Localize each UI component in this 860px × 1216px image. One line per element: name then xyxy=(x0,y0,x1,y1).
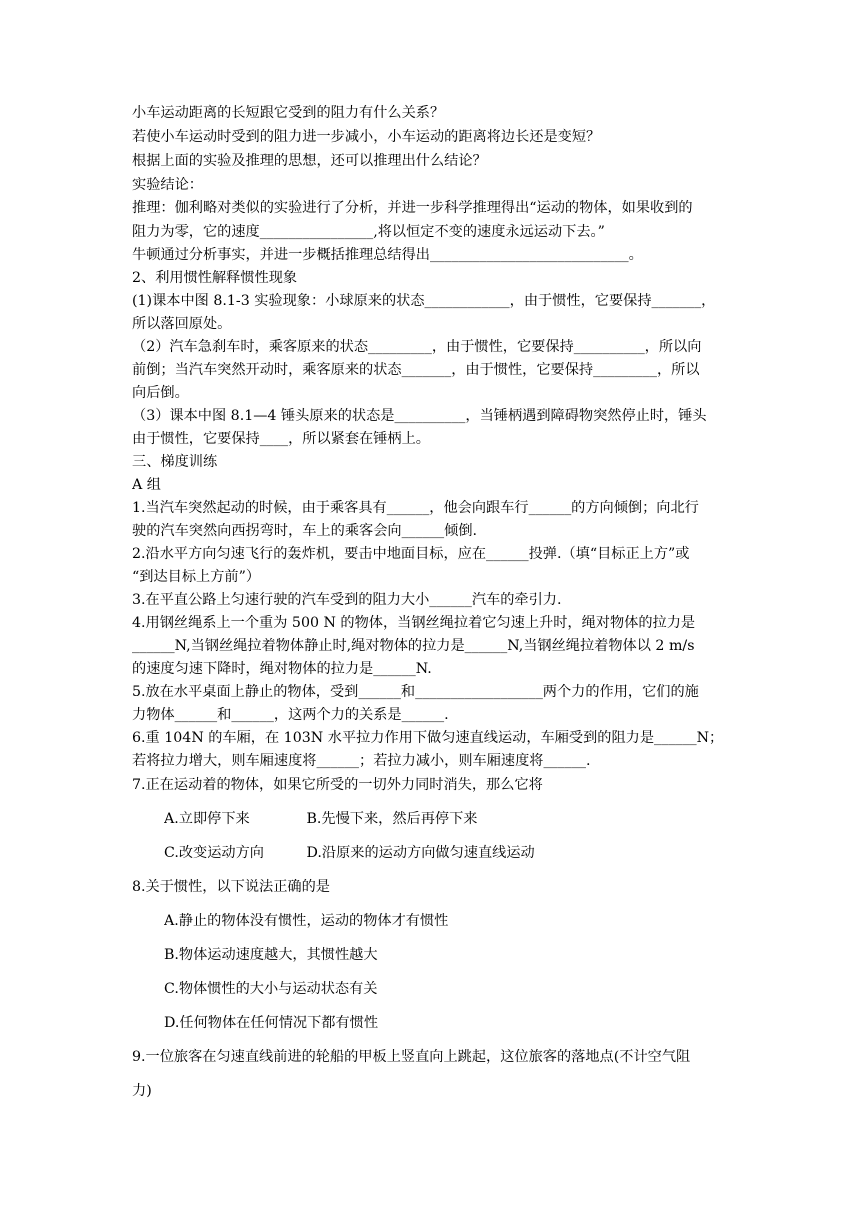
option-line: D.任何物体在任何情况下都有惯性 xyxy=(164,1015,379,1031)
paragraph-line: 推理：伽利略对类似的实验进行了分析，并进一步科学推理得出“运动的物体，如果收到的 xyxy=(132,200,693,216)
option-line: C.改变运动方向 D.沿原来的运动方向做匀速直线运动 xyxy=(164,845,535,861)
question-line: 7.正在运动着的物体，如果它所受的一切外力同时消失，那么它将 xyxy=(132,777,543,793)
paragraph-line: 牛顿通过分析事实，并进一步概括推理总结得出____________________________。 xyxy=(132,247,643,263)
paragraph-line: 阻力为零，它的速度________________,将以恒定不变的速度永远运动下去。” xyxy=(132,224,605,240)
paragraph-line: 由于惯性，它要保持____，所以紧套在锤柄上。 xyxy=(132,431,430,447)
question-line: 4.用钢丝绳系上一个重为 500 N 的物体，当钢丝绳拉着它匀速上升时，绳对物体的拉力是 xyxy=(132,615,696,631)
option-line: C.物体惯性的大小与运动状态有关 xyxy=(164,981,378,997)
question-line: 力) xyxy=(132,1083,152,1099)
section-heading: 2、利用惯性解释惯性现象 xyxy=(132,270,298,286)
paragraph-line: (1)课本中图 8.1-3 实验现象：小球原来的状态____________，由于惯性，它要保持_______， xyxy=(132,293,716,309)
question-line: 若使小车运动时受到的阻力进一步减小，小车运动的距离将边长还是变短？ xyxy=(132,129,601,145)
section-label: 实验结论： xyxy=(132,177,203,193)
question-line: 2.沿水平方向匀速飞行的轰炸机，要击中地面目标，应在______投弹.（填“目标正上方”或 xyxy=(132,546,690,562)
option-line: B.物体运动速度越大，其惯性越大 xyxy=(164,947,378,963)
question-line: 小车运动距离的长短跟它受到的阻力有什么关系？ xyxy=(132,105,445,121)
question-line: ______N,当钢丝绳拉着物体静止时,绳对物体的拉力是______N,当钢丝绳拉着物体以 2 m/s xyxy=(132,638,695,654)
question-line: 5.放在水平桌面上静止的物体，受到______和__________________两个力的作用，它们的施 xyxy=(132,684,699,700)
option-line: A.立即停下来 B.先慢下来，然后再停下来 xyxy=(164,811,478,827)
question-line: 9.一位旅客在匀速直线前进的轮船的甲板上竖直向上跳起，这位旅客的落地点(不计空气阻 xyxy=(132,1049,691,1065)
question-line: 根据上面的实验及推理的思想，还可以推理出什么结论？ xyxy=(132,153,487,169)
paragraph-line: （2）汽车急刹车时，乘客原来的状态_________，由于惯性，它要保持__________，所以向 xyxy=(132,339,702,355)
question-line: 的速度匀速下降时，绳对物体的拉力是______N. xyxy=(132,661,432,677)
question-line: 若将拉力增大，则车厢速度将______；若拉力减小，则车厢速度将______. xyxy=(132,753,591,769)
group-label: A 组 xyxy=(132,477,161,493)
paragraph-line: （3）课本中图 8.1—4 锤头原来的状态是__________，当锤柄遇到障碍物突然停止时，锤头 xyxy=(132,408,707,424)
question-line: 8.关于惯性，以下说法正确的是 xyxy=(132,879,330,895)
question-line: 1.当汽车突然起动的时候，由于乘客具有______，他会向跟车行______的方向倾倒；向北行 xyxy=(132,500,699,516)
paragraph-line: 前倒；当汽车突然开动时，乘客原来的状态_______，由于惯性，它要保持_________，所以 xyxy=(132,362,700,378)
question-line: “到达目标上方前”） xyxy=(132,569,261,585)
option-line: A.静止的物体没有惯性，运动的物体才有惯性 xyxy=(164,913,449,929)
paragraph-line: 所以落回原处。 xyxy=(132,316,232,332)
question-line: 力物体______和______，这两个力的关系是______. xyxy=(132,707,449,723)
question-line: 驶的汽车突然向西拐弯时，车上的乘客会向______倾倒. xyxy=(132,523,478,539)
paragraph-line: 向后倒。 xyxy=(132,385,189,401)
section-heading: 三、梯度训练 xyxy=(132,454,218,470)
question-line: 3.在平直公路上匀速行驶的汽车受到的阻力大小______汽车的牵引力. xyxy=(132,592,562,608)
question-line: 6.重 104N 的车厢，在 103N 水平拉力作用下做匀速直线运动，车厢受到的阻力是______N； xyxy=(132,730,724,746)
